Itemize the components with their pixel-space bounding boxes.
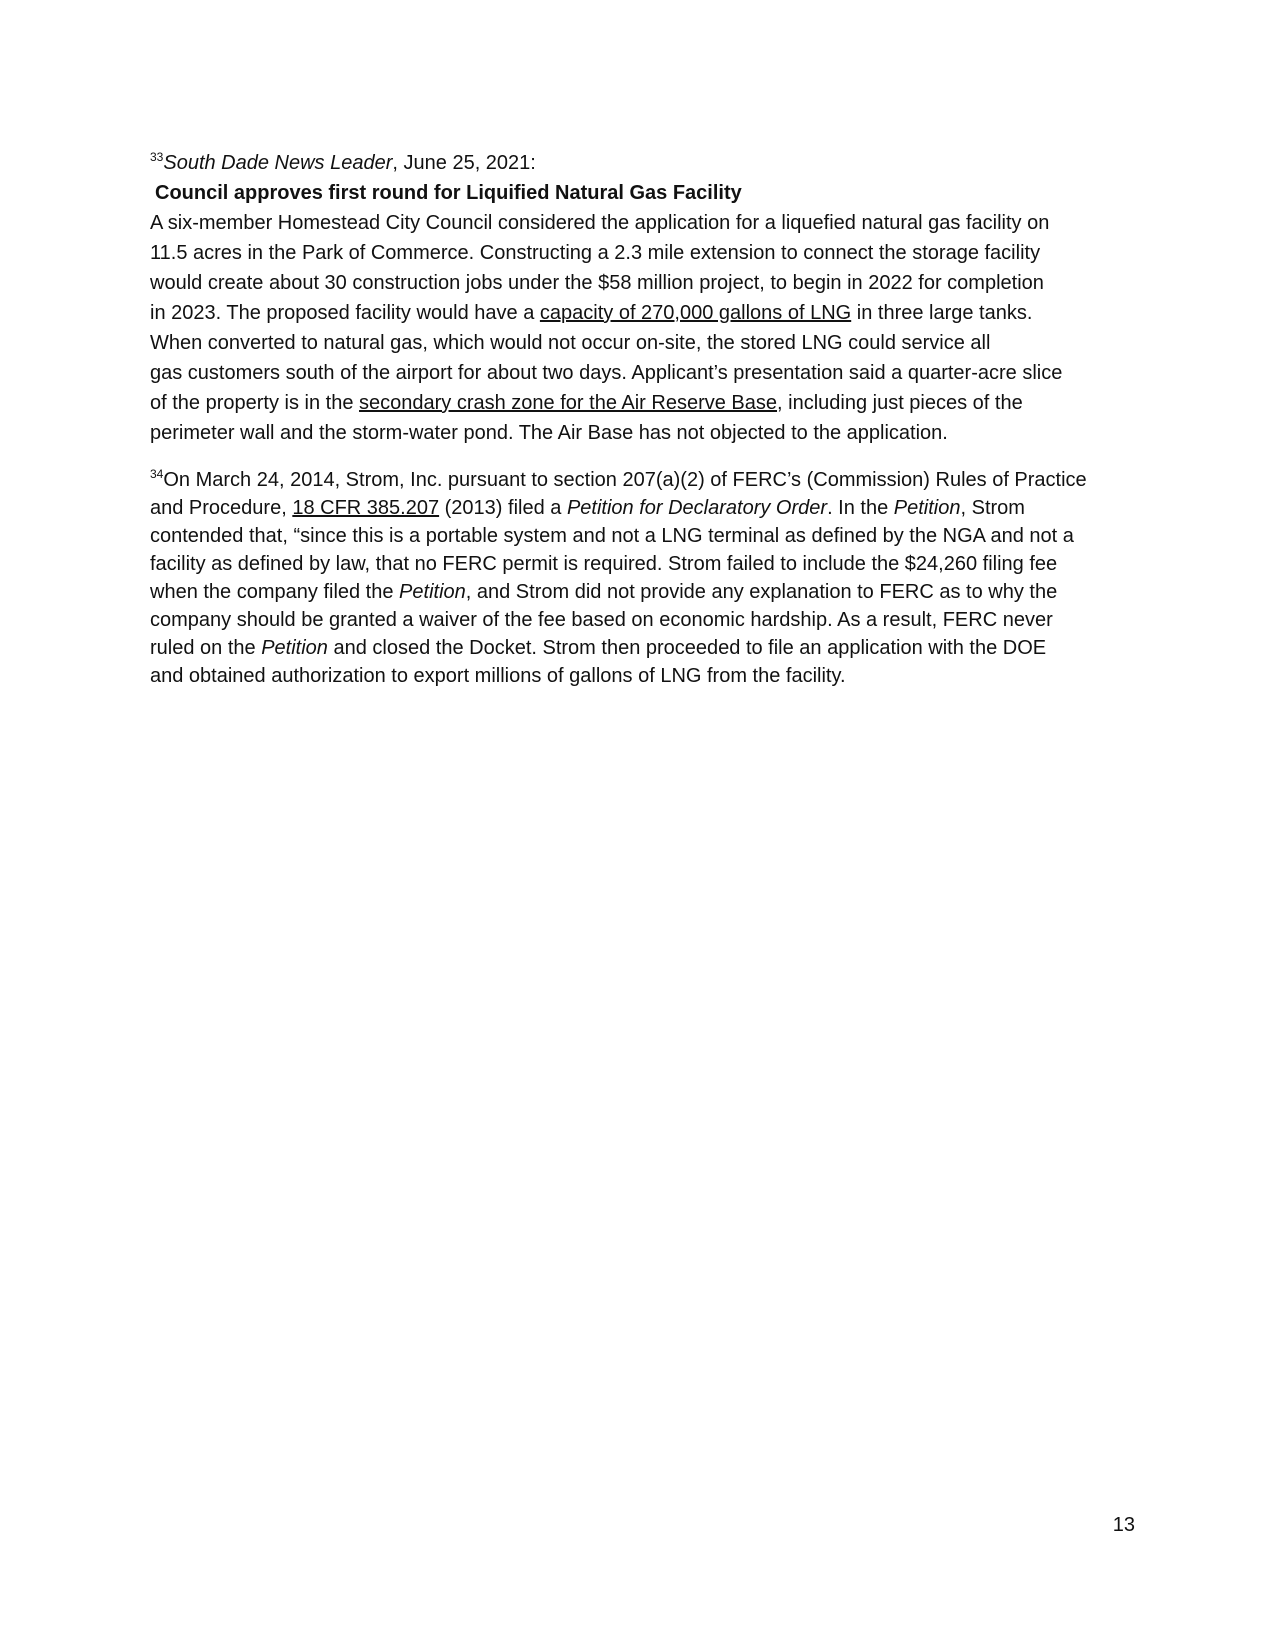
petition-title: Petition for Declaratory Order [566, 497, 828, 519]
footnote-33-source [150, 148, 1130, 178]
crash-zone-link[interactable]: secondary crash zone for the Air Reserve Base [359, 392, 778, 414]
article-text: in 2023. The proposed facility would have a [150, 302, 540, 324]
newspaper-date: , June 25, 2021: [392, 152, 536, 174]
article-text: , including just pieces of the [777, 392, 1023, 414]
petition-ref: Petition [399, 581, 466, 603]
footnote-34-marker: 34 [150, 467, 164, 481]
footnote-line [150, 494, 1130, 522]
article-line: perimeter wall and the storm-water pond. The Air Base has not objected to the application. [150, 422, 948, 444]
footnote-33-marker: 33 [150, 150, 164, 164]
footnote-line: and obtained authorization to export millions of gallons of LNG from the facility. [150, 665, 846, 687]
footnote-line [150, 578, 1130, 606]
footnote-text: , and Strom did not provide any explanation to FERC as to why the [465, 581, 1058, 603]
petition-ref: Petition [261, 637, 328, 659]
article-line: gas customers south of the airport for about two days. Applicant’s presentation said a quarter-acre slice [150, 362, 1063, 384]
article-line [150, 298, 1130, 328]
footnotes-section [150, 148, 1130, 690]
cfr-link[interactable]: 18 CFR 385.207 [292, 497, 440, 519]
article-line: would create about 30 construction jobs under the $58 million project, to begin in 2022 for completion [150, 272, 1044, 294]
footnote-text: ruled on the [150, 637, 262, 659]
newspaper-name: South Dade News Leader [163, 152, 393, 174]
petition-ref: Petition [893, 497, 961, 519]
footnote-line: facility as defined by law, that no FERC permit is required. Strom failed to include the $24,260 filing fee [150, 553, 1058, 575]
footnote-text: , Strom [960, 497, 1025, 519]
footnote-line: company should be granted a waiver of the fee based on economic hardship. As a result, FERC never [150, 609, 1053, 631]
article-headline: Council approves first round for Liquified Natural Gas Facility [155, 182, 742, 204]
footnote-text: (2013) filed a [439, 497, 567, 519]
footnote-line [150, 466, 1130, 494]
article-body [150, 208, 1130, 448]
page-number: 13 [1112, 1514, 1135, 1536]
article-line: A six-member Homestead City Council considered the application for a liquefied natural gas facility on [150, 212, 1050, 234]
footnote-text: On March 24, 2014, Strom, Inc. pursuant to section 207(a)(2) of FERC’s (Commission) Rules of Practice [163, 469, 1087, 491]
article-line [150, 388, 1130, 418]
article-text: in three large tanks. [851, 302, 1033, 324]
article-line: When converted to natural gas, which would not occur on-site, the stored LNG could service all [150, 332, 991, 354]
article-line: 11.5 acres in the Park of Commerce. Constructing a 2.3 mile extension to connect the storage facility [150, 242, 1041, 264]
footnote-text: when the company filed the [150, 581, 400, 603]
capacity-link[interactable]: capacity of 270,000 gallons of LNG [539, 302, 852, 324]
article-text: of the property is in the [150, 392, 360, 414]
footnote-text: and Procedure, [150, 497, 293, 519]
footnote-line: contended that, “since this is a portable system and not a LNG terminal as defined by the NGA and not a [150, 525, 1074, 547]
footnote-line [150, 634, 1130, 662]
footnote-text: and closed the Docket. Strom then proceeded to file an application with the DOE [327, 637, 1047, 659]
footnote-text: . In the [827, 497, 894, 519]
footnote-34 [150, 466, 1130, 690]
